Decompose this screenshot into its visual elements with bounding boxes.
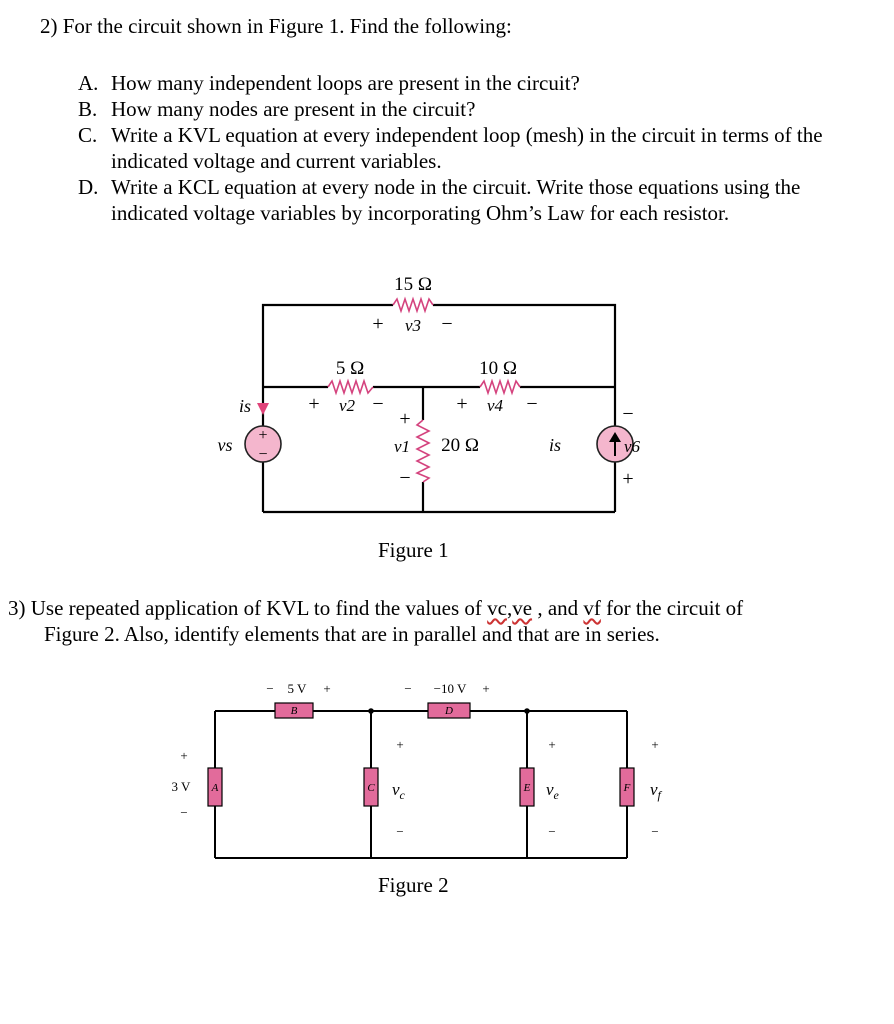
label-b-voltage: 5 V (287, 681, 307, 696)
label-v2-minus: − (372, 393, 384, 415)
problem-3-line-2: Figure 2. Also, identify elements that are in parallel and that are in series. (44, 622, 660, 646)
label-e: E (523, 782, 531, 794)
item-b-text: How many nodes are present in the circuit? (111, 97, 476, 121)
figure-2-caption: Figure 2 (378, 873, 449, 897)
label-c-minus: − (396, 824, 404, 839)
node-dot-2 (524, 708, 530, 714)
figure-2-element-letters (211, 705, 631, 794)
label-v2-plus: + (308, 393, 320, 415)
item-d-text: Write a KCL equation at every node in the circuit. Write those equations using the indicated voltage variables by incorporating Ohm’s Law for each resistor. (111, 175, 801, 225)
label-b-minus: − (266, 681, 274, 696)
label-15-ohm: 15 Ω (394, 274, 432, 295)
resistor-5-ohm (328, 381, 373, 393)
label-10-ohm: 10 Ω (479, 358, 517, 379)
current-arrow-is (257, 403, 269, 415)
label-vf: $v_f$ (650, 780, 661, 802)
label-v3: v3 (404, 316, 422, 335)
label-e-minus: − (548, 824, 556, 839)
figure-1-caption: Figure 1 (378, 538, 449, 562)
voltage-source-vs (245, 426, 281, 463)
label-v4-minus: − (526, 393, 538, 415)
q3-vf: vf (583, 596, 601, 620)
resistor-10-ohm (480, 381, 520, 393)
label-v2: v2 (338, 396, 356, 415)
label-b-plus: + (323, 681, 331, 696)
label-is-right: is (548, 435, 562, 455)
label-v1-minus: − (399, 467, 411, 489)
label-vc: $v_c$ (392, 780, 405, 802)
item-b-letter: B. (78, 97, 98, 121)
resistor-20-ohm (417, 420, 429, 482)
label-f-plus: + (651, 737, 659, 752)
item-d-letter: D. (78, 175, 99, 199)
label-is-left: is (238, 396, 252, 416)
label-f: F (623, 782, 631, 794)
label-v1: v1 (393, 437, 411, 456)
resistor-15-ohm (393, 299, 433, 311)
label-a-minus: − (180, 805, 188, 820)
item-a-letter: A. (78, 71, 99, 95)
label-e-plus: + (548, 737, 556, 752)
label-d: D (445, 705, 453, 717)
label-d-voltage: −10 V (433, 681, 467, 696)
label-a-voltage: 3 V (171, 779, 191, 794)
label-v6-plus: + (622, 468, 634, 490)
label-b: B (290, 705, 298, 717)
label-v1-plus: + (399, 408, 411, 430)
figure-2-wires (215, 711, 627, 858)
label-ve: $v_e$ (546, 780, 559, 802)
label-v6: v6 (623, 437, 641, 456)
svg-text:−: − (258, 446, 268, 463)
item-c-text: Write a KVL equation at every independent loop (mesh) in the circuit in terms of the indicated voltage and current variables. (111, 123, 823, 173)
label-f-minus: − (651, 824, 659, 839)
label-a: A (211, 782, 219, 794)
label-d-minus: − (404, 681, 412, 696)
q3-ve: ve (512, 596, 533, 620)
label-v3-minus: − (441, 313, 453, 335)
q3-vc: vc (487, 596, 507, 620)
label-v6-minus: − (622, 403, 634, 425)
item-a-text: How many independent loops are present in the circuit? (111, 71, 580, 95)
problem-2-title: 2) For the circuit shown in Figure 1. Find the following: (40, 14, 512, 38)
label-d-plus: + (482, 681, 490, 696)
label-c: C (367, 782, 375, 794)
item-c-letter: C. (78, 123, 98, 147)
node-dot-1 (368, 708, 374, 714)
svg-text:+: + (258, 427, 268, 444)
label-20-ohm: 20 Ω (441, 435, 479, 456)
problem-3-line-1: 3) Use repeated application of KVL to find the values of vc,ve , and vf for the circuit of (8, 596, 744, 620)
label-a-plus: + (180, 748, 188, 763)
label-v4-plus: + (456, 393, 468, 415)
label-c-plus: + (396, 737, 404, 752)
label-vs: vs (217, 435, 233, 455)
label-v4: v4 (486, 396, 504, 415)
figure-2-labels (172, 681, 659, 839)
label-5-ohm: 5 Ω (335, 358, 365, 379)
problem-3-text (8, 595, 878, 647)
label-v3-plus: + (372, 313, 384, 335)
